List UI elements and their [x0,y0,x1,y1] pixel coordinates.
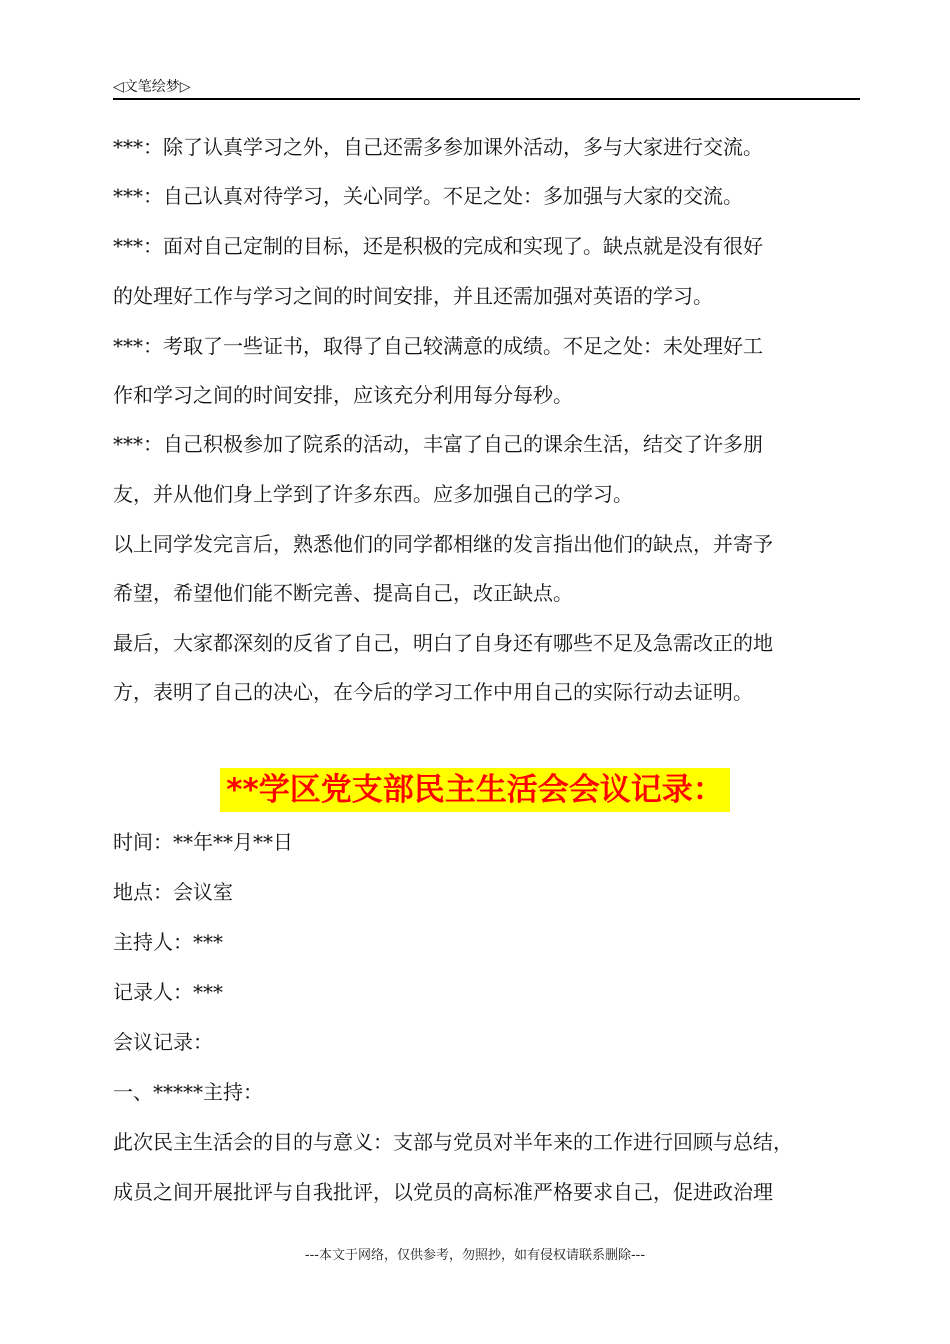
section-title-wrap [0,768,950,812]
section-title: **学区党支部民主生活会会议记录： [220,768,729,812]
body-line: ***：除了认真学习之外，自己还需多参加课外活动，多与大家进行交流。 [113,135,763,159]
page-header [113,74,860,100]
meeting-item-heading: 一、*****主持： [113,1080,263,1104]
body-line: ***：考取了一些证书，取得了自己较满意的成绩。不足之处：未处理好工 [113,334,763,358]
meeting-recorder: 记录人：*** [113,980,223,1004]
body-line: 最后，大家都深刻的反省了自己，明白了自身还有哪些不足及急需改正的地 [113,631,773,655]
header-logo-text: ◁文笔绘梦▷ [113,79,191,95]
meeting-body-line: 成员之间开展批评与自我批评，以党员的高标准严格要求自己，促进政治理 [113,1180,773,1204]
page-footer: ---本文于网络，仅供参考，勿照抄，如有侵权请联系删除--- [304,1248,646,1263]
body-line: ***：自己认真对待学习，关心同学。不足之处：多加强与大家的交流。 [113,184,743,208]
body-line: 作和学习之间的时间安排，应该充分利用每分每秒。 [113,383,573,407]
body-line: ***：面对自己定制的目标，还是积极的完成和实现了。缺点就是没有很好 [113,234,763,258]
body-line: ***：自己积极参加了院系的活动，丰富了自己的课余生活，结交了许多朋 [113,432,763,456]
meeting-minutes-label: 会议记录： [113,1030,213,1054]
body-line: 方，表明了自己的决心，在今后的学习工作中用自己的实际行动去证明。 [113,680,753,704]
meeting-host: 主持人：*** [113,930,223,954]
meeting-location: 地点：会议室 [113,880,233,904]
body-line: 希望，希望他们能不断完善、提高自己，改正缺点。 [113,581,573,605]
body-line: 以上同学发完言后，熟悉他们的同学都相继的发言指出他们的缺点，并寄予 [113,532,773,556]
meeting-body-line: 此次民主生活会的目的与意义：支部与党员对半年来的工作进行回顾与总结， [113,1130,793,1154]
body-line: 的处理好工作与学习之间的时间安排，并且还需加强对英语的学习。 [113,284,713,308]
body-line: 友，并从他们身上学到了许多东西。应多加强自己的学习。 [113,482,633,506]
meeting-time: 时间：**年**月**日 [113,830,293,854]
